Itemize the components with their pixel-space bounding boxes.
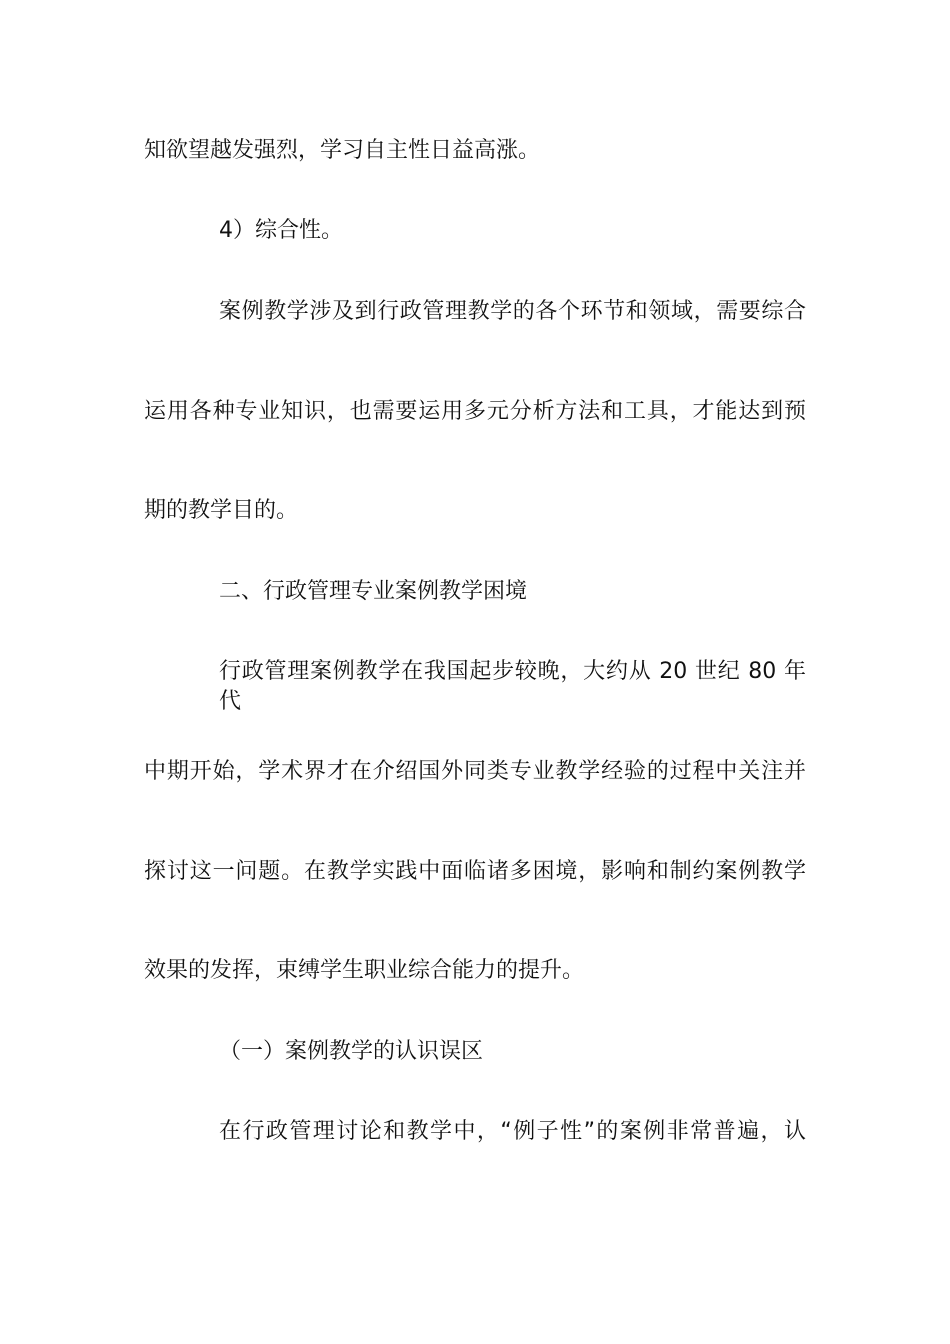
section-heading: 二、行政管理专业案例教学困境 xyxy=(219,579,528,604)
paragraph-line-9: 探讨这一问题。在教学实践中面临诸多困境，影响和制约案例教学 xyxy=(144,859,806,884)
subsection-heading: （一）案例教学的认识误区 xyxy=(219,1039,484,1064)
paragraph-line-3: 案例教学涉及到行政管理教学的各个环节和领域，需要综合 xyxy=(219,299,806,324)
paragraph-line-4: 运用各种专业知识，也需要运用多元分析方法和工具，才能达到预 xyxy=(144,399,806,424)
paragraph-line-10: 效果的发挥，束缚学生职业综合能力的提升。 xyxy=(144,958,585,983)
paragraph-line-7: 行政管理案例教学在我国起步较晚，大约从 20 世纪 80 年代 xyxy=(219,659,806,714)
paragraph-line-8: 中期开始，学术界才在介绍国外同类专业教学经验的过程中关注并 xyxy=(144,759,806,784)
paragraph-line-12: 在行政管理讨论和教学中，“例子性”的案例非常普遍，认 xyxy=(219,1119,806,1144)
paragraph-line-1: 知欲望越发强烈，学习自主性日益高涨。 xyxy=(144,138,541,163)
paragraph-line-5: 期的教学目的。 xyxy=(144,498,299,523)
list-item-heading: 4）综合性。 xyxy=(219,218,343,243)
